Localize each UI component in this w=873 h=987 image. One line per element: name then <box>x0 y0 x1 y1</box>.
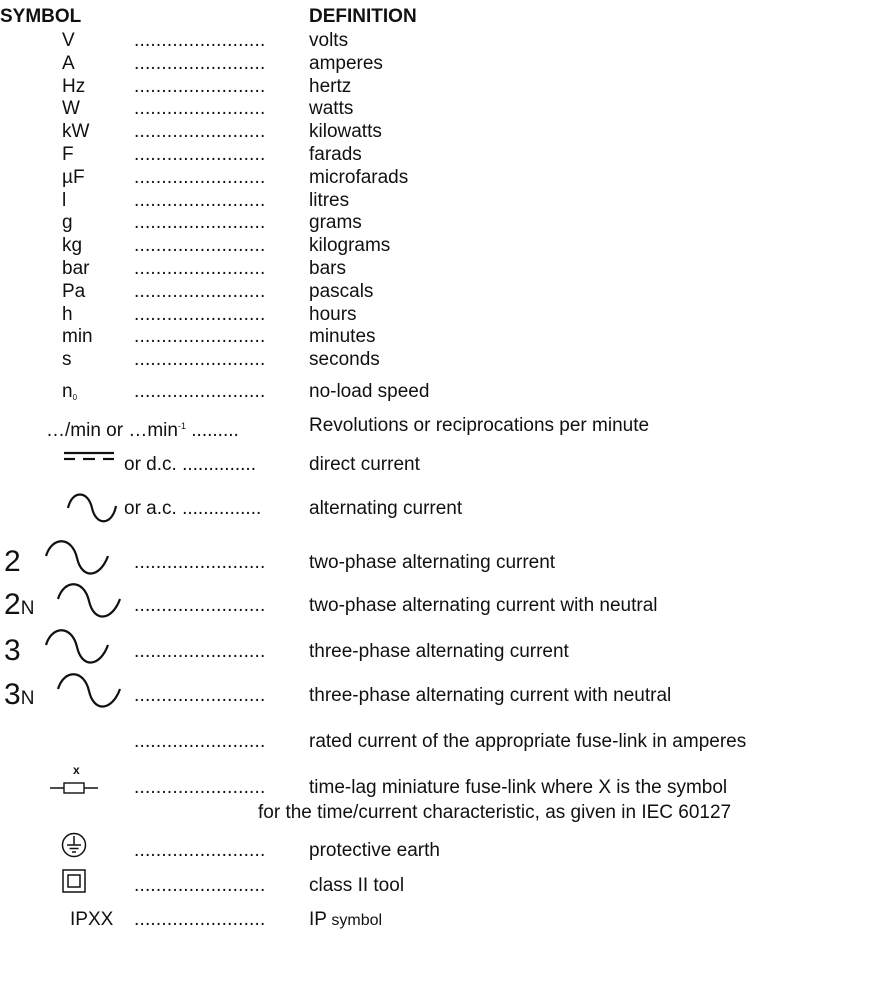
definition-cell: amperes <box>309 52 383 74</box>
symbol-cell: bar <box>62 258 90 279</box>
definition-fuse-rated: rated current of the appropriate fuse-link in amperes <box>309 731 747 752</box>
definition-cell: minutes <box>309 326 376 348</box>
dot-leader: ........................ <box>134 212 266 234</box>
dot-leader: ........................ <box>134 381 266 402</box>
definition-cell: two-phase alternating current <box>309 552 556 573</box>
symbol-cell: h <box>62 303 73 325</box>
definition-rpm: Revolutions or reciprocations per minute <box>309 415 650 436</box>
dot-leader: ........................ <box>134 326 266 348</box>
symbol-cell: l <box>62 189 67 211</box>
definition-no-load: no-load speed <box>309 381 430 402</box>
alternating-current-icon <box>56 671 122 711</box>
alternating-current-icon <box>44 627 110 667</box>
phase-number: 2 <box>4 545 21 578</box>
dc-or-text: or d.c. .............. <box>124 454 256 475</box>
dot-leader: ........................ <box>134 121 266 143</box>
symbol-cell: µF <box>62 166 85 188</box>
class-ii-icon <box>62 869 86 893</box>
definition-fuse-timelag: time-lag miniature fuse-link where X is the symbol <box>309 777 728 798</box>
dot-leader: ........................ <box>134 731 266 752</box>
symbol-cell: F <box>62 144 74 165</box>
dot-leader: ........................ <box>134 595 266 616</box>
definition-cell: three-phase alternating current with neutral <box>309 685 672 706</box>
dot-leader: ........................ <box>134 303 266 325</box>
dot-leader: ........................ <box>134 552 266 573</box>
direct-current-icon <box>62 450 118 464</box>
header-definition: DEFINITION <box>309 6 417 27</box>
symbol-cell: A <box>62 52 75 74</box>
definition-alternating-current: alternating current <box>309 498 463 519</box>
definition-cell: hertz <box>309 75 352 97</box>
definition-cell: grams <box>309 212 362 234</box>
symbol-cell: Hz <box>62 75 86 97</box>
definition-cell: pascals <box>309 280 374 302</box>
alternating-current-icon <box>56 581 122 621</box>
phase-number: 2N <box>4 588 35 621</box>
definition-cell: farads <box>309 144 362 165</box>
dot-leader: ........................ <box>134 641 266 662</box>
symbol-cell: V <box>62 30 75 51</box>
dot-leader: ........................ <box>134 189 266 211</box>
definition-cell: volts <box>309 30 349 51</box>
phase-number: 3 <box>4 634 21 667</box>
fuse-x-label: x <box>73 763 80 777</box>
dot-leader: ........................ <box>134 909 266 930</box>
definition-ip: IP symbol <box>309 909 383 930</box>
definition-protective-earth: protective earth <box>309 840 440 861</box>
definition-cell: microfarads <box>309 166 409 188</box>
symbol-cell: W <box>62 98 80 120</box>
definition-cell: kilograms <box>309 235 391 257</box>
definition-cell: hours <box>309 303 357 325</box>
dot-leader: ........................ <box>134 840 266 861</box>
alternating-current-icon <box>66 486 120 526</box>
definition-direct-current: direct current <box>309 454 420 475</box>
symbol-no-load: $n_0$ <box>62 381 78 402</box>
dot-leader: ........................ <box>134 349 266 371</box>
protective-earth-icon <box>61 832 87 858</box>
symbol-cell: min <box>62 326 93 348</box>
dot-leader: ........................ <box>134 280 266 302</box>
header-symbol: SYMBOL <box>0 6 82 27</box>
dot-leader: ........................ <box>134 685 266 706</box>
dot-leader: ........................ <box>134 235 266 257</box>
dot-leader: ........................ <box>134 30 266 51</box>
definition-cell: seconds <box>309 349 380 371</box>
dot-leader: ........................ <box>134 777 266 798</box>
phase-number: 3N <box>4 678 35 711</box>
ac-or-text: or a.c. ............... <box>124 498 262 519</box>
alternating-current-icon <box>44 538 110 578</box>
dot-leader: ........................ <box>134 52 266 74</box>
symbol-cell: s <box>62 349 72 371</box>
dot-leader: ........................ <box>134 144 266 165</box>
definition-cell: two-phase alternating current with neutral <box>309 595 658 616</box>
symbol-cell: kg <box>62 235 83 257</box>
symbol-cell: kW <box>62 121 90 143</box>
definition-cell: kilowatts <box>309 121 382 143</box>
dot-leader: ........................ <box>134 166 266 188</box>
definition-cell: watts <box>309 98 354 120</box>
dot-leader: ........................ <box>134 98 266 120</box>
fuse-link-icon <box>50 781 98 795</box>
dot-leader: ........................ <box>134 258 266 279</box>
symbol-rpm: …/min or $\dots\min^{-1}$ ......... <box>46 420 239 441</box>
symbol-cell: g <box>62 212 73 234</box>
symbol-ipxx: IPXX <box>70 909 114 930</box>
definition-cell: bars <box>309 258 346 279</box>
symbol-cell: Pa <box>62 280 86 302</box>
dot-leader: ........................ <box>134 875 266 896</box>
definition-cell: three-phase alternating current <box>309 641 569 662</box>
definition-cell: litres <box>309 189 350 211</box>
definition-fuse-timelag-line2: for the time/current characteristic, as given in IEC 60127 <box>258 802 732 823</box>
dot-leader: ........................ <box>134 75 266 97</box>
definition-class-ii: class II tool <box>309 875 405 896</box>
